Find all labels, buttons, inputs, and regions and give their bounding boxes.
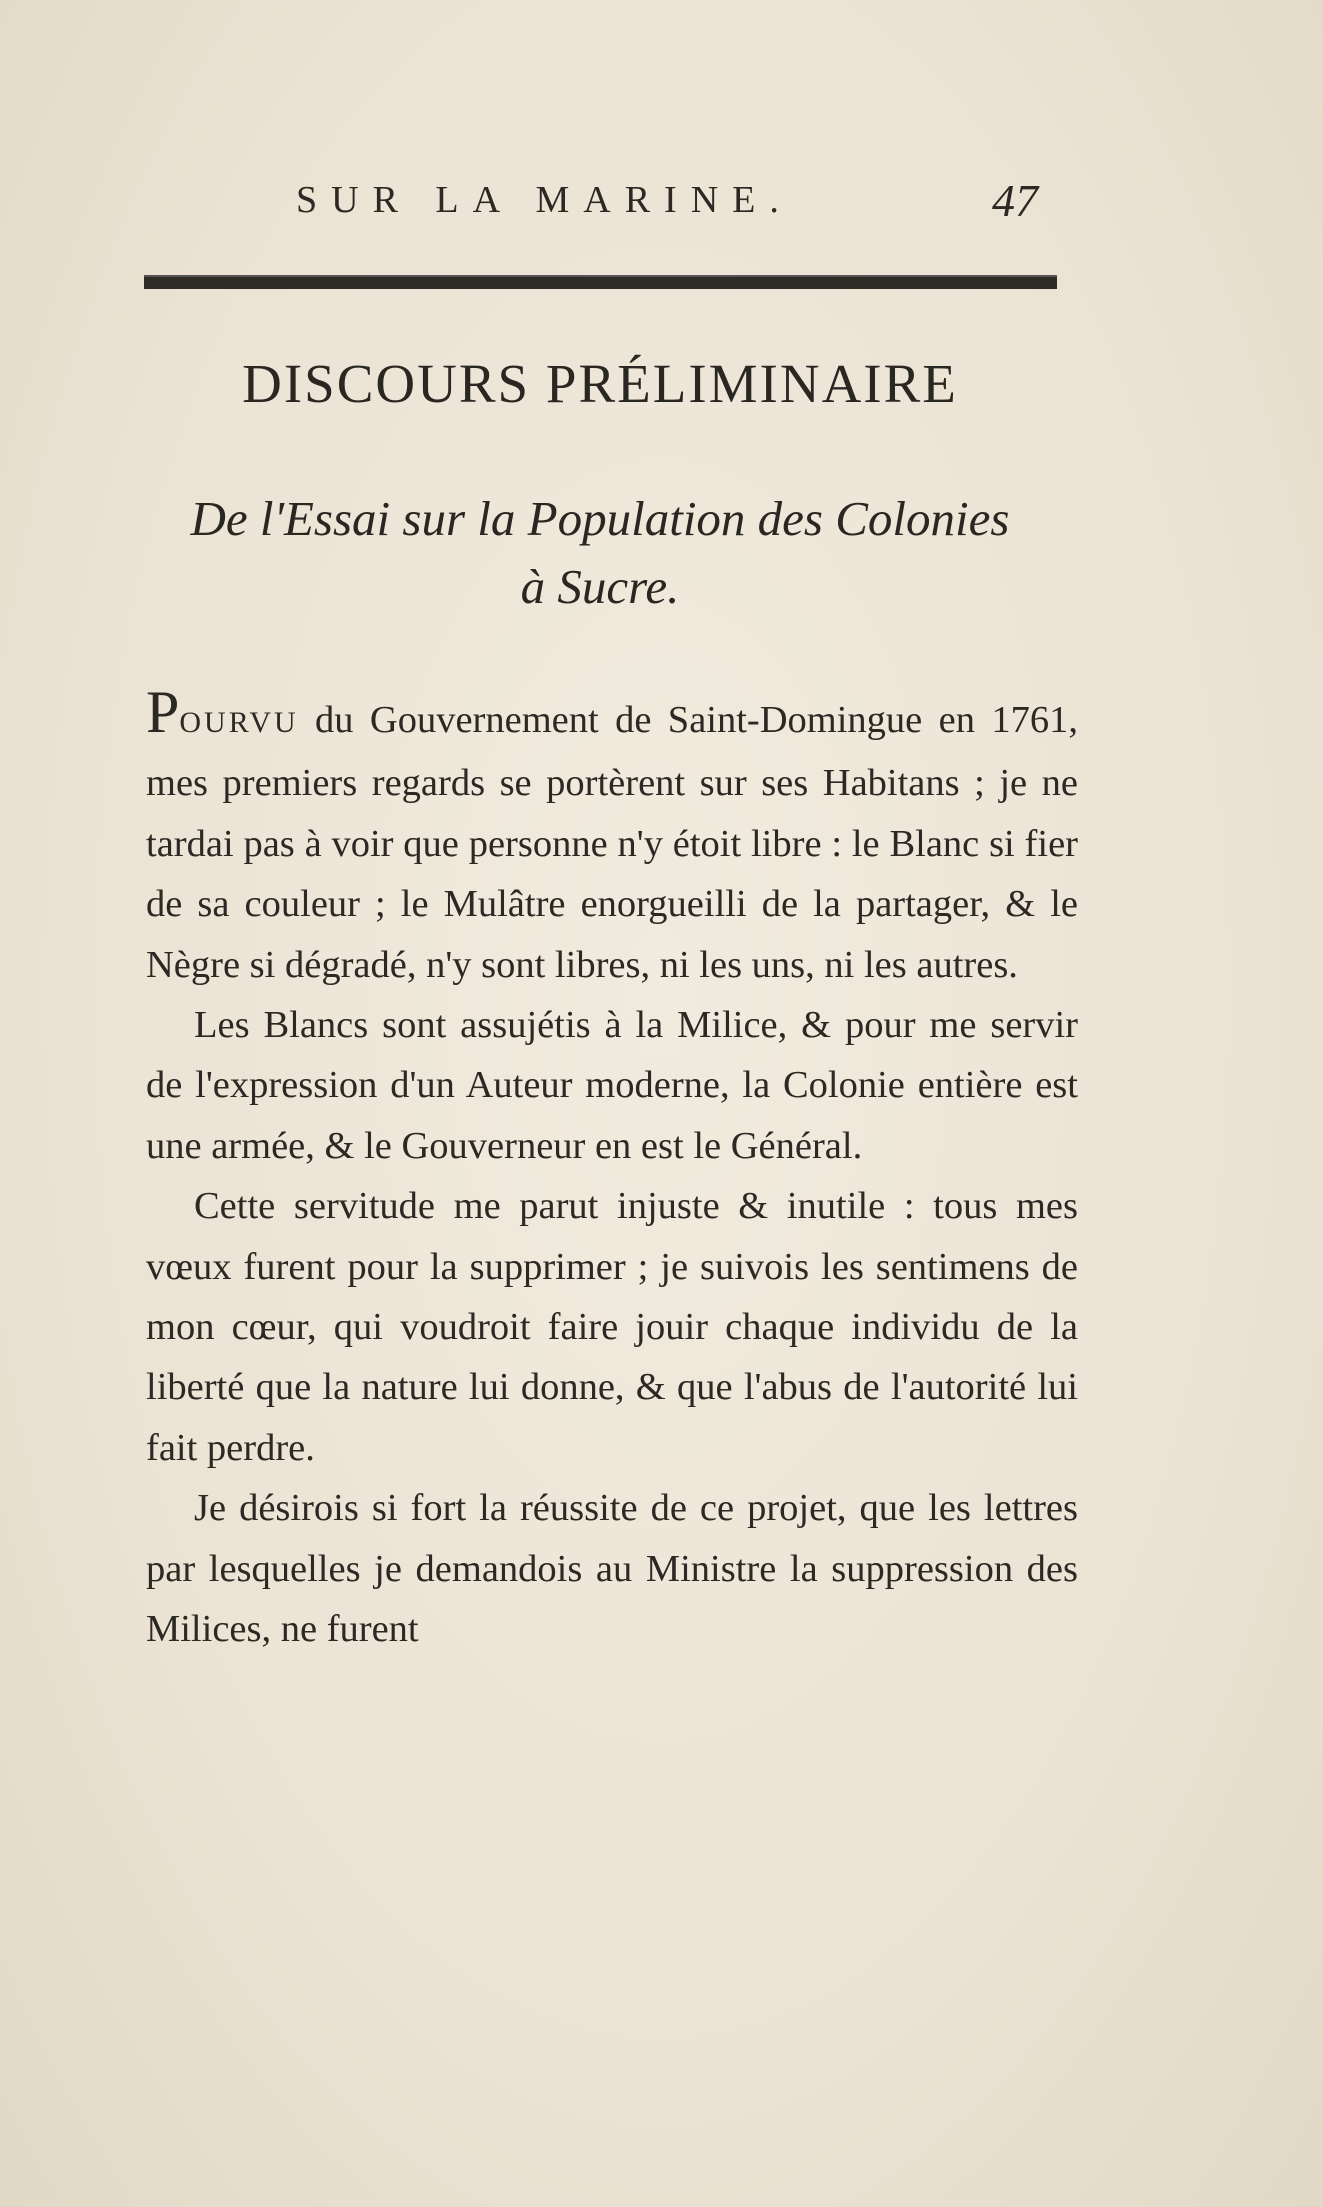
paragraph-3: Cette servitude me parut injuste & inutile : tous mes vœux furent pour la supprimer ; je suivois les sentimens de mon cœur, qui voudroit faire jouir chaque individu de la liberté que la nature lui donne, & que l'abus de l'autorité lui fait perdre. <box>146 1185 1078 1469</box>
chapter-heading: DISCOURS PRÉLIMINAIRE <box>242 353 958 414</box>
page-number: 47 <box>992 175 1038 226</box>
drop-cap: P <box>146 679 180 745</box>
subheading-line-2: à Sucre. <box>520 559 680 614</box>
paragraph-1-text: du Gouvernement de Saint-Domingue en 1761, mes premiers regards se portèrent sur ses Habitans ; je ne tardai pas à voir que personne n'y étoit libre : le Blanc si fier de sa couleur ; le Mulâtre enorgueilli de la partager, & le Nègre si dégradé, n'y sont libres, ni les uns, ni les autres. <box>146 699 1078 986</box>
body-text <box>146 679 1078 1660</box>
paragraph-2: Les Blancs sont assujétis à la Milice, & pour me servir de l'expression d'un Auteur moderne, la Colonie entière est une armée, & le Gouverneur en est le Général. <box>146 1004 1078 1167</box>
chapter-subheading <box>120 485 1080 621</box>
paragraph-1 <box>146 679 1078 995</box>
paragraph-4: Je désirois si fort la réussite de ce projet, que les lettres par lesquelles je demandois au Ministre la suppression des Milices, ne furent <box>146 1487 1078 1651</box>
running-head <box>296 175 1056 238</box>
lead-word: OURVU <box>179 706 299 739</box>
running-title: SUR LA MARINE. <box>296 179 793 221</box>
subheading-line-1: De l'Essai sur la Population des Colonies <box>190 491 1010 546</box>
header-rule <box>144 275 1057 289</box>
